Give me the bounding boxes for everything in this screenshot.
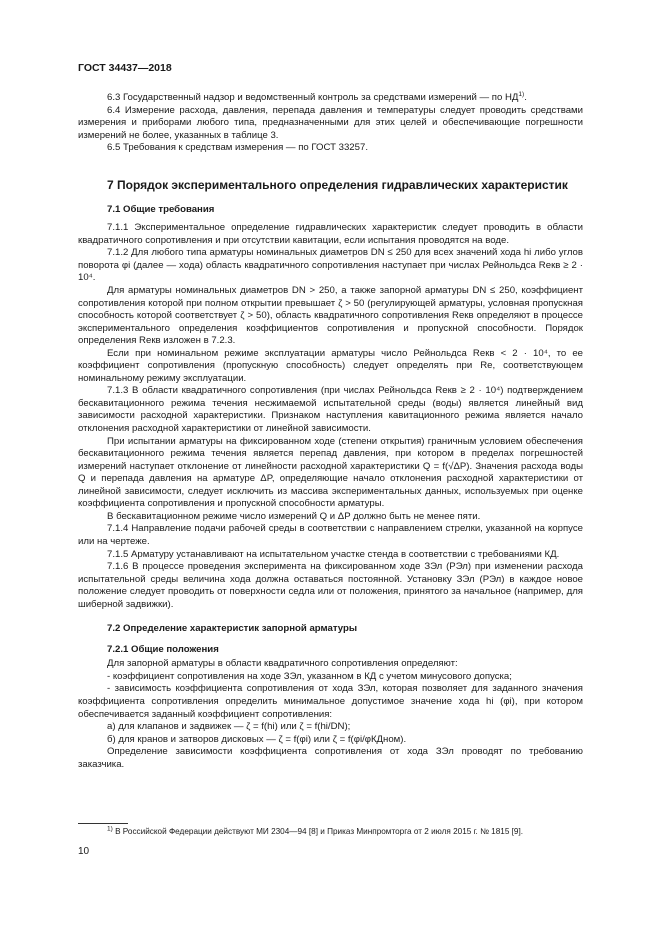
list-item: а) для клапанов и задвижек — ζ = f(hi) или ζ = f(hi/DN); — [107, 721, 351, 733]
paragraph-6-5: 6.5 Требования к средствам измерения — по ГОСТ 33257. — [107, 142, 368, 154]
page-number: 10 — [78, 846, 90, 857]
page-body — [78, 92, 583, 771]
paragraph-7-1-3-b: При испытании арматуры на фиксированном ходе (степени открытия) граничным условием обеспечения бескавитационного режима течения является перепад давления, при котором в пределах погрешностей измерений наступает отклонение от линейности расходной характеристики Q = f(√ΔP). Значения расхода воды Q и перепада давления на арматуре ΔP, определяющие начало отклонения расходной характеристики от линейной зависимости, следует исключить из массива экспериментальных данных, используемых при оценке коэффициента сопротивления и пропускной способности арматуры. — [78, 435, 583, 510]
paragraph-7-2-1-end: Определение зависимости коэффициента сопротивления от хода ЗЭл проводят по требованию заказчика. — [78, 746, 583, 770]
list-item: б) для кранов и затворов дисковых — ζ = f(φi) или ζ = f(φi/φКДном). — [107, 733, 407, 745]
paragraph-7-1-2-c: Если при номинальном режиме эксплуатации арматуры число Рейнольдса Reкв < 2 · 10⁴, то ее коэффициент сопротивления (пропускную способность) следует определять при Re, соответствующем номинальному режиму эксплуатации. — [78, 347, 583, 384]
section-7-2-1-heading: 7.2.1 Общие положения — [107, 643, 219, 655]
section-7-1-heading: 7.1 Общие требования — [107, 203, 215, 215]
paragraph-7-1-3: 7.1.3 В области квадратичного сопротивления (при числах Рейнольдса Reкв ≥ 2 · 10⁴) подтверждением бескавитационного режима течения несжимаемой испытательной среды (воды) является линейный вид зависимости расходной характеристики. Признаком наступления кавитационного режима является начало отклонения расходной характеристики от линейной зависимости. — [78, 385, 583, 435]
paragraph-6-4: 6.4 Измерение расхода, давления, перепада давления и температуры следует проводить средствами измерения и приборами любого типа, предназначенными для этих целей и обеспечивающие погрешности измерений не более, указанных в таблице 3. — [78, 104, 583, 141]
section-7-2-heading: 7.2 Определение характеристик запорной арматуры — [107, 623, 358, 635]
paragraph-7-1-1: 7.1.1 Экспериментальное определение гидравлических характеристик следует проводить в области квадратичного сопротивления и при отсутствии кавитации, если испытания проводятся на воде. — [78, 222, 583, 246]
list-item: - коэффициент сопротивления на ходе ЗЭл, указанном в КД с учетом минусового допуска; — [107, 670, 512, 682]
paragraph-7-1-4: 7.1.4 Направление подачи рабочей среды в соответствии с направлением стрелки, указанной на корпусе или на чертеже. — [78, 523, 583, 547]
document-header: ГОСТ 34437—2018 — [78, 62, 172, 74]
footnote-mark: 1) — [107, 825, 113, 833]
section-7-heading: 7 Порядок экспериментального определения гидравлических характеристик — [107, 177, 568, 192]
footnote — [107, 827, 523, 836]
paragraph-7-1-3-c: В бескавитационном режиме число измерений Q и ΔP должно быть не менее пяти. — [107, 510, 481, 522]
paragraph-7-1-2: 7.1.2 Для любого типа арматуры номинальных диаметров DN ≤ 250 для всех значений хода hi либо углов поворота φi (далее — хода) область квадратичного сопротивления наступает при числах Рейнольдса Reкв ≥ 2 · 10⁴. — [78, 247, 583, 284]
footnote-divider — [78, 823, 128, 824]
paragraph-6-3: 6.3 Государственный надзор и ведомственный контроль за средствами измерений — по НД$^{1)}$. — [107, 90, 527, 103]
paragraph-7-1-6: 7.1.6 В процессе проведения эксперимента на фиксированном ходе ЗЭл (РЭл) при изменении расхода испытательной среды величина хода должна оставаться постоянной. Установку ЗЭл (РЭл) в каждое новое положение следует проводить от поверхности седла или от положения, принятого за начальное (например, для шиберной задвижки). — [78, 561, 583, 610]
footnote-text: В Российской Федерации действуют МИ 2304—94 [8] и Приказ Минпромторга от 2 июля 2015 г. № 1815 [9]. — [115, 827, 524, 836]
paragraph-7-1-2-b: Для арматуры номинальных диаметров DN > 250, а также запорной арматуры DN ≤ 250, коэффициент сопротивления которой при полном открытии превышает ζ > 50 (регулирующей арматуры, условная пропускная способность которой соответствует ζ > 50), область квадратичного сопротивления Reкв определяют в процессе экспериментального определения коэффициентов сопротивления и пропускной способности. Порядок определения Reкв изложен в 7.2.3. — [78, 285, 583, 347]
paragraph-7-2-1-intro: Для запорной арматуры в области квадратичного сопротивления определяют: — [107, 658, 458, 670]
list-item: - зависимость коэффициента сопротивления от хода ЗЭл, которая позволяет для заданного значения коэффициента сопротивления определить минимальное допустимое значение хода hi (φi), при котором обеспечивается заданный коэффициент сопротивления: — [78, 683, 583, 720]
paragraph-7-1-5: 7.1.5 Арматуру устанавливают на испытательном участке стенда в соответствии с требованиями КД. — [107, 548, 560, 560]
